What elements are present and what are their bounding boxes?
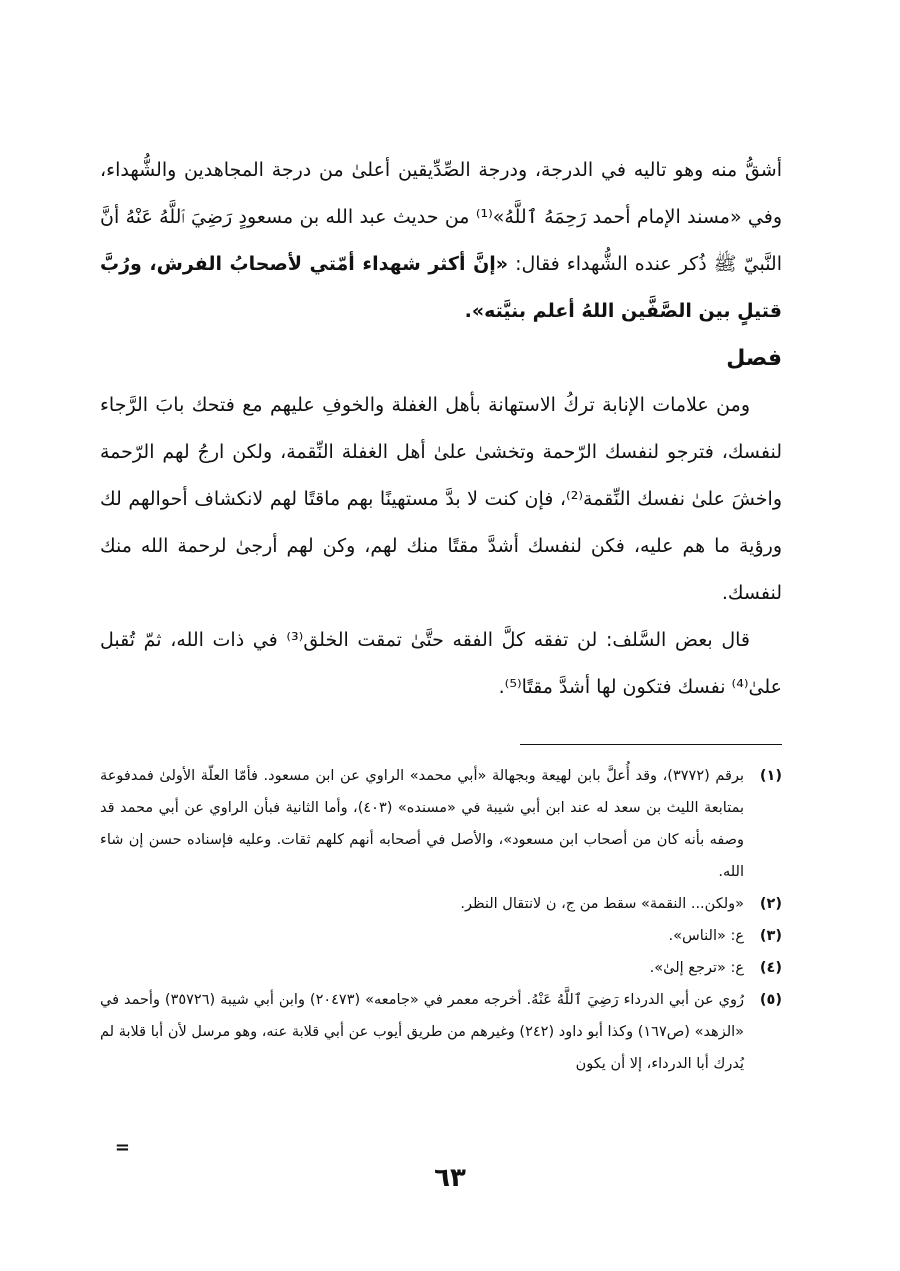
page-number: ٦٣: [434, 1163, 466, 1193]
footnote-1: [100, 760, 782, 888]
paragraph-1-text: أشقُّ منه وهو تاليه في الدرجة، ودرجة الصِّدِّيقين أعلىٰ من درجة المجاهدين والشُّهداء، وفي «مسند الإمام أحمد رَحِمَهُ ٱللَّهُ»⁽¹⁾ من حديث عبد الله بن مسعودٍ رَضِيَ ٱللَّهُ عَنْهُ أنَّ النَّبيّ ﷺ ذُكر عنده الشُّهداء فقال:: [100, 159, 783, 275]
footnote-separator: [520, 744, 782, 745]
footnote-number: (٤): [759, 960, 782, 976]
footnote-number: (٥): [759, 992, 782, 1008]
section-heading: فصل: [726, 346, 782, 371]
hadith-quote: «إنَّ أكثر شهداء أمّتي لأصحابُ الفرش، ورُبَّ قتيلٍ بين الصَّفَّين اللهُ أعلم بنيَّته».: [100, 253, 782, 322]
paragraph-1: [100, 147, 782, 335]
footnote-continuation-mark: =: [114, 1137, 130, 1158]
footnote-2: [100, 888, 782, 920]
footnote-text: رُوي عن أبي الدرداء رَضِيَ ٱللَّهُ عَنْهُ. أخرجه معمر في «جامعه» (٢٠٤٧٣) وابن أبي شيبة (٣٥٧٢٦) وأحمد في «الزهد» (ص١٦٧) وكذا أبو داود (٢٤٢) وغيرهم من طريق أيوب عن أبي قلابة عنه، وهو مرسل لأن أبا قلابة لم يُدرك أبا الدرداء، إلا أن يكون: [100, 992, 745, 1072]
footnote-text: ع: «ترجع إلىٰ».: [649, 960, 744, 976]
footnote-number: (٢): [759, 896, 782, 912]
footnote-3: [100, 920, 782, 952]
footnotes: [100, 760, 782, 1080]
paragraph-3: قال بعض السَّلف: لن تفقه كلَّ الفقه حتَّىٰ تمقت الخلق⁽³⁾ في ذات الله، ثمّ تُقبل علىٰ⁽⁴⁾ نفسك فتكون لها أشدَّ مقتًا⁽⁵⁾.: [100, 629, 782, 698]
paragraph-2: ومن علامات الإنابة تركُ الاستهانة بأهل الغفلة والخوفِ عليهم مع فتحك بابَ الرَّجاء لنفسك، فترجو لنفسك الرّحمة وتخشىٰ علىٰ أهل الغفلة النِّقمة، ولكن ارجُ لهم الرّحمة واخشَ علىٰ نفسك النِّقمة⁽²⁾، فإن كنت لا بدَّ مستهينًا بهم ماقتًا لهم لانكشاف أحوالهم لك ورؤية ما هم عليه، فكن لنفسك أشدَّ مقتًا منك لهم، وكن لهم أرجىٰ لرحمة الله منك لنفسك.: [100, 394, 782, 604]
footnote-text: «ولكن... النقمة» سقط من ج، ن لانتقال النظر.: [460, 896, 744, 912]
footnote-text: ع: «الناس».: [668, 928, 744, 944]
main-text-block: [100, 147, 782, 711]
footnote-number: (٣): [759, 928, 782, 944]
footnote-5: [100, 984, 782, 1080]
footnote-4: [100, 952, 782, 984]
footnote-text: برقم (٣٧٧٢)، وقد أُعلَّ بابن لهيعة وبجهالة «أبي محمد» الراوي عن ابن مسعود. فأمّا العلّة الأولىٰ فمدفوعة بمتابعة الليث بن سعد له عند ابن أبي شيبة في «مسنده» (٤٠٣)، وأما الثانية فبأن الراوي عن أبي محمد قد وصفه بأنه كان من أصحاب ابن مسعود»، والأصل في أصحابه أنهم كلهم ثقات. وعليه فإسناده حسن إن شاء الله.: [100, 768, 744, 880]
footnote-number: (١): [759, 768, 782, 784]
